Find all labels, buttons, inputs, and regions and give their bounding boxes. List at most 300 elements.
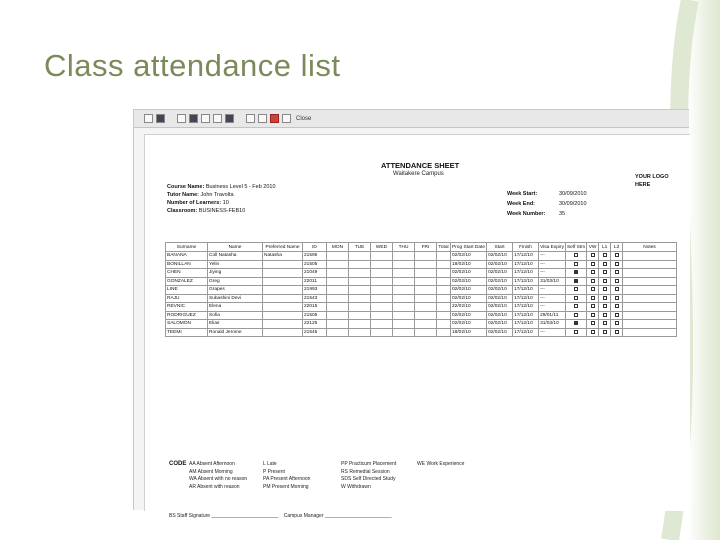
prog-start-cell: 02/02/10 bbox=[451, 252, 487, 261]
preferred-name-cell: Natasha bbox=[263, 252, 303, 261]
header-cell: FRI bbox=[415, 243, 437, 252]
flag-checkbox[interactable] bbox=[615, 279, 619, 283]
header-cell: THU bbox=[393, 243, 415, 252]
flag-cell bbox=[611, 303, 623, 312]
flag-cell bbox=[611, 277, 623, 286]
flag-cell bbox=[599, 252, 611, 261]
surname-cell: LINE bbox=[166, 286, 208, 295]
prog-start-cell: 02/02/10 bbox=[451, 286, 487, 295]
name-cell: Jiying bbox=[208, 269, 263, 278]
notes-cell[interactable] bbox=[623, 311, 677, 320]
flag-cell bbox=[599, 294, 611, 303]
flag-cell bbox=[565, 260, 586, 269]
flag-checkbox[interactable] bbox=[574, 321, 578, 325]
start-cell: 02/02/10 bbox=[487, 320, 513, 329]
finish-cell: 17/12/10 bbox=[513, 328, 539, 337]
day-cell[interactable] bbox=[349, 269, 371, 278]
total-cell[interactable] bbox=[437, 294, 451, 303]
header-cell: Surname bbox=[166, 243, 208, 252]
code-heading: CODE bbox=[169, 461, 187, 467]
day-cell[interactable] bbox=[371, 252, 393, 261]
surname-cell: REVNIC bbox=[166, 303, 208, 312]
day-cell[interactable] bbox=[393, 328, 415, 337]
id-cell: 22015 bbox=[303, 303, 327, 312]
visa-expiry-cell: --- bbox=[539, 303, 566, 312]
signature-line bbox=[169, 513, 392, 519]
week-end-line bbox=[507, 201, 587, 207]
day-cell[interactable] bbox=[327, 303, 349, 312]
day-cell[interactable] bbox=[371, 328, 393, 337]
day-cell[interactable] bbox=[327, 328, 349, 337]
name-cell: Coll Natasha bbox=[208, 252, 263, 261]
visa-expiry-cell: --- bbox=[539, 269, 566, 278]
code-item: PM Present Morning bbox=[263, 483, 309, 490]
day-cell[interactable] bbox=[371, 286, 393, 295]
day-cell[interactable] bbox=[327, 286, 349, 295]
day-cell[interactable] bbox=[415, 286, 437, 295]
visa-expiry-cell: 31/03/10 bbox=[539, 277, 566, 286]
zoom-icon[interactable] bbox=[282, 114, 291, 123]
week-end-value: 30/09/2010 bbox=[559, 201, 587, 207]
day-cell[interactable] bbox=[371, 277, 393, 286]
total-cell[interactable] bbox=[437, 252, 451, 261]
table-row bbox=[166, 260, 677, 269]
code-column-2 bbox=[263, 461, 310, 491]
table-row bbox=[166, 269, 677, 278]
flag-checkbox[interactable] bbox=[574, 253, 578, 257]
header-cell: Prog Start Date bbox=[452, 244, 486, 250]
page-icon[interactable] bbox=[246, 114, 255, 123]
new-icon[interactable] bbox=[177, 114, 186, 123]
surname-cell: SALOMON bbox=[166, 320, 208, 329]
code-item: PP Practicum Placement bbox=[341, 461, 397, 467]
flag-cell bbox=[565, 320, 586, 329]
day-cell[interactable] bbox=[415, 328, 437, 337]
code-item: WA Absent with no reason bbox=[189, 476, 248, 483]
code-item: L Late bbox=[263, 461, 277, 467]
flag-cell bbox=[611, 269, 623, 278]
start-cell: 02/02/10 bbox=[487, 328, 513, 337]
day-cell[interactable] bbox=[327, 294, 349, 303]
header-cell: Preferred Name bbox=[263, 243, 303, 252]
day-cell[interactable] bbox=[415, 311, 437, 320]
day-cell[interactable] bbox=[349, 286, 371, 295]
day-cell[interactable] bbox=[415, 294, 437, 303]
flag-checkbox[interactable] bbox=[615, 313, 619, 317]
day-cell[interactable] bbox=[371, 320, 393, 329]
prog-start-cell: 22/02/10 bbox=[451, 303, 487, 312]
save-icon[interactable] bbox=[225, 114, 234, 123]
header-cell: Finish bbox=[513, 243, 539, 252]
start-cell: 02/02/10 bbox=[487, 311, 513, 320]
day-cell[interactable] bbox=[349, 303, 371, 312]
day-cell[interactable] bbox=[349, 328, 371, 337]
day-cell[interactable] bbox=[349, 320, 371, 329]
finish-cell: 17/12/10 bbox=[513, 320, 539, 329]
header-cell: MON bbox=[327, 243, 349, 252]
sheet-title: ATTENDANCE SHEET bbox=[381, 161, 460, 170]
flag-checkbox[interactable] bbox=[574, 330, 578, 334]
attendance-sheet bbox=[144, 134, 690, 519]
day-cell[interactable] bbox=[349, 311, 371, 320]
flag-cell bbox=[611, 252, 623, 261]
week-number-line bbox=[507, 211, 566, 217]
preferred-name-cell bbox=[263, 303, 303, 312]
flag-cell bbox=[599, 320, 611, 329]
flag-checkbox[interactable] bbox=[591, 262, 595, 266]
notes-cell[interactable] bbox=[623, 294, 677, 303]
start-cell: 02/02/10 bbox=[487, 286, 513, 295]
mail-icon[interactable] bbox=[144, 114, 153, 123]
flag-cell bbox=[587, 294, 599, 303]
day-cell[interactable] bbox=[415, 303, 437, 312]
flag-checkbox[interactable] bbox=[574, 279, 578, 283]
print-icon[interactable] bbox=[189, 114, 198, 123]
flag-cell bbox=[587, 277, 599, 286]
flag-cell bbox=[611, 260, 623, 269]
flag-checkbox[interactable] bbox=[615, 296, 619, 300]
logo-placeholder: YOUR LOGO HERE bbox=[635, 174, 669, 188]
attendance-table bbox=[165, 242, 677, 337]
flag-checkbox[interactable] bbox=[603, 304, 607, 308]
start-cell: 02/02/10 bbox=[487, 303, 513, 312]
table-header-row bbox=[166, 243, 677, 252]
flag-cell bbox=[599, 303, 611, 312]
tutor-label: Tutor Name: bbox=[167, 192, 199, 198]
learners-value: 10 bbox=[222, 200, 229, 206]
code-column-1 bbox=[189, 461, 247, 491]
flag-checkbox[interactable] bbox=[574, 270, 578, 274]
flag-checkbox[interactable] bbox=[603, 313, 607, 317]
total-cell[interactable] bbox=[437, 303, 451, 312]
flag-cell bbox=[611, 328, 623, 337]
close-button[interactable]: Close bbox=[296, 115, 312, 122]
code-column-3 bbox=[341, 461, 396, 491]
day-cell[interactable] bbox=[371, 260, 393, 269]
surname-cell: CHEN bbox=[166, 269, 208, 278]
id-cell: 21505 bbox=[303, 311, 327, 320]
code-item: W Withdrawn bbox=[341, 483, 371, 490]
day-cell[interactable] bbox=[327, 320, 349, 329]
prog-start-cell: 18/02/10 bbox=[451, 328, 487, 337]
code-item: RS Remedial Session bbox=[341, 468, 390, 475]
sheet-campus: Waitakere Campus bbox=[393, 171, 444, 177]
code-item: P Present bbox=[263, 468, 285, 475]
day-cell[interactable] bbox=[349, 260, 371, 269]
day-cell[interactable] bbox=[393, 311, 415, 320]
day-cell[interactable] bbox=[415, 269, 437, 278]
flag-cell bbox=[565, 294, 586, 303]
flag-checkbox[interactable] bbox=[603, 279, 607, 283]
flag-checkbox[interactable] bbox=[615, 321, 619, 325]
attendance-rows bbox=[166, 252, 677, 337]
name-cell: Grapes bbox=[208, 286, 263, 295]
total-cell[interactable] bbox=[437, 277, 451, 286]
slide-title: Class attendance list bbox=[44, 48, 341, 83]
flag-cell bbox=[565, 328, 586, 337]
surname-cell: TEEMI bbox=[166, 328, 208, 337]
table-row bbox=[166, 277, 677, 286]
flag-checkbox[interactable] bbox=[615, 253, 619, 257]
prog-start-cell: 02/02/10 bbox=[451, 311, 487, 320]
flag-checkbox[interactable] bbox=[615, 270, 619, 274]
preferred-name-cell bbox=[263, 269, 303, 278]
total-cell[interactable] bbox=[437, 311, 451, 320]
id-cell: 21545 bbox=[303, 328, 327, 337]
flag-checkbox[interactable] bbox=[603, 270, 607, 274]
header-cell: Total bbox=[438, 244, 449, 250]
flag-cell bbox=[587, 311, 599, 320]
visa-expiry-cell: --- bbox=[539, 260, 566, 269]
table-row bbox=[166, 294, 677, 303]
prog-start-cell: 18/02/10 bbox=[451, 260, 487, 269]
app-toolbar bbox=[134, 110, 689, 128]
week-start-value: 30/09/2010 bbox=[559, 191, 587, 197]
flag-cell bbox=[611, 320, 623, 329]
flag-checkbox[interactable] bbox=[603, 296, 607, 300]
flag-cell bbox=[587, 286, 599, 295]
flag-cell bbox=[611, 311, 623, 320]
notes-cell[interactable] bbox=[623, 277, 677, 286]
classroom-line bbox=[167, 208, 245, 214]
notes-cell[interactable] bbox=[623, 252, 677, 261]
day-cell[interactable] bbox=[393, 294, 415, 303]
start-cell: 02/02/10 bbox=[487, 277, 513, 286]
flag-cell bbox=[587, 328, 599, 337]
flag-checkbox[interactable] bbox=[615, 304, 619, 308]
day-cell[interactable] bbox=[327, 260, 349, 269]
day-cell[interactable] bbox=[393, 260, 415, 269]
day-cell[interactable] bbox=[327, 311, 349, 320]
id-cell: 22125 bbox=[303, 320, 327, 329]
course-label: Course Name: bbox=[167, 184, 205, 190]
finish-cell: 17/12/10 bbox=[513, 311, 539, 320]
week-start-line bbox=[507, 191, 587, 197]
day-cell[interactable] bbox=[393, 286, 415, 295]
flag-cell bbox=[565, 277, 586, 286]
flag-cell bbox=[565, 303, 586, 312]
day-cell[interactable] bbox=[327, 277, 349, 286]
total-cell[interactable] bbox=[437, 328, 451, 337]
preview-icon[interactable] bbox=[258, 114, 267, 123]
code-item: PA Present Afternoon bbox=[263, 476, 311, 483]
tools-icon[interactable] bbox=[156, 114, 165, 123]
id-cell: 21505 bbox=[303, 260, 327, 269]
header-cell: Notes bbox=[623, 243, 677, 252]
flag-cell bbox=[611, 294, 623, 303]
id-cell: 21049 bbox=[303, 269, 327, 278]
course-value: Business Level 5 - Feb 2010 bbox=[205, 184, 276, 190]
header-cell: L1 bbox=[599, 243, 611, 252]
header-cell: TUE bbox=[349, 243, 371, 252]
name-cell: Yelin bbox=[208, 260, 263, 269]
start-cell: 02/02/10 bbox=[487, 269, 513, 278]
prog-start-cell: 02/02/10 bbox=[451, 277, 487, 286]
notes-cell[interactable] bbox=[623, 269, 677, 278]
preferred-name-cell bbox=[263, 320, 303, 329]
day-cell[interactable] bbox=[415, 260, 437, 269]
visa-expiry-cell: 29/01/11 bbox=[539, 311, 566, 320]
flag-checkbox[interactable] bbox=[603, 330, 607, 334]
name-cell: Greg bbox=[208, 277, 263, 286]
id-cell: 21595 bbox=[303, 252, 327, 261]
day-cell[interactable] bbox=[393, 277, 415, 286]
surname-cell: RODRIGUEZ bbox=[166, 311, 208, 320]
week-number-label: Week Number: bbox=[507, 211, 546, 217]
day-cell[interactable] bbox=[327, 269, 349, 278]
notes-cell[interactable] bbox=[623, 328, 677, 337]
flag-cell bbox=[587, 260, 599, 269]
flag-cell bbox=[599, 286, 611, 295]
visa-expiry-cell: --- bbox=[539, 294, 566, 303]
flag-checkbox[interactable] bbox=[591, 304, 595, 308]
flag-cell bbox=[587, 252, 599, 261]
flag-cell bbox=[565, 269, 586, 278]
id-cell: 21993 bbox=[303, 286, 327, 295]
week-end-label: Week End: bbox=[507, 201, 536, 207]
finish-cell: 17/12/10 bbox=[513, 303, 539, 312]
id-cell: 22011 bbox=[303, 277, 327, 286]
flag-checkbox[interactable] bbox=[591, 270, 595, 274]
day-cell[interactable] bbox=[349, 252, 371, 261]
flag-checkbox[interactable] bbox=[574, 296, 578, 300]
preferred-name-cell bbox=[263, 277, 303, 286]
code-item: SDS Self Directed Study bbox=[341, 476, 396, 483]
flag-cell bbox=[587, 269, 599, 278]
header-cell: ID bbox=[303, 243, 327, 252]
day-cell[interactable] bbox=[393, 269, 415, 278]
flag-cell bbox=[599, 311, 611, 320]
surname-cell: RAJU bbox=[166, 294, 208, 303]
visa-expiry-cell: --- bbox=[539, 252, 566, 261]
flag-cell bbox=[565, 286, 586, 295]
prog-start-cell: 02/02/10 bbox=[451, 320, 487, 329]
start-cell: 02/02/10 bbox=[487, 260, 513, 269]
flag-checkbox[interactable] bbox=[591, 296, 595, 300]
day-cell[interactable] bbox=[349, 294, 371, 303]
day-cell[interactable] bbox=[393, 320, 415, 329]
prog-start-cell: 02/02/10 bbox=[451, 294, 487, 303]
tutor-line bbox=[167, 192, 234, 198]
header-cell: Visa Expiry bbox=[540, 244, 564, 250]
header-cell: Start bbox=[487, 243, 513, 252]
total-cell[interactable] bbox=[437, 320, 451, 329]
day-cell[interactable] bbox=[371, 311, 393, 320]
finish-cell: 17/12/10 bbox=[513, 277, 539, 286]
flag-cell bbox=[565, 252, 586, 261]
name-cell: Subashini Devi bbox=[208, 294, 263, 303]
total-cell[interactable] bbox=[437, 286, 451, 295]
flag-checkbox[interactable] bbox=[591, 330, 595, 334]
attendance-screenshot bbox=[133, 109, 689, 519]
tutor-value: John Travolta bbox=[200, 192, 234, 198]
start-cell: 02/02/10 bbox=[487, 294, 513, 303]
finish-cell: 17/12/10 bbox=[513, 269, 539, 278]
start-cell: 02/02/10 bbox=[487, 252, 513, 261]
preferred-name-cell bbox=[263, 311, 303, 320]
flag-checkbox[interactable] bbox=[591, 313, 595, 317]
day-cell[interactable] bbox=[371, 294, 393, 303]
flag-checkbox[interactable] bbox=[603, 253, 607, 257]
day-cell[interactable] bbox=[415, 320, 437, 329]
table-row bbox=[166, 286, 677, 295]
day-cell[interactable] bbox=[371, 303, 393, 312]
copy-icon[interactable] bbox=[201, 114, 210, 123]
total-cell[interactable] bbox=[437, 269, 451, 278]
day-cell[interactable] bbox=[415, 277, 437, 286]
flag-checkbox[interactable] bbox=[615, 330, 619, 334]
name-cell: Elias bbox=[208, 320, 263, 329]
code-item: AA Absent Afternoon bbox=[189, 461, 235, 467]
name-cell: Ronald Jerome bbox=[208, 328, 263, 337]
notes-cell[interactable] bbox=[623, 320, 677, 329]
flag-checkbox[interactable] bbox=[615, 287, 619, 291]
flag-cell bbox=[587, 320, 599, 329]
notes-cell[interactable] bbox=[623, 286, 677, 295]
flag-cell bbox=[599, 328, 611, 337]
flag-cell bbox=[599, 269, 611, 278]
course-line bbox=[167, 184, 276, 190]
flag-checkbox[interactable] bbox=[603, 321, 607, 325]
preferred-name-cell bbox=[263, 260, 303, 269]
prog-start-cell: 02/02/10 bbox=[451, 269, 487, 278]
day-cell[interactable] bbox=[327, 252, 349, 261]
day-cell[interactable] bbox=[349, 277, 371, 286]
flag-checkbox[interactable] bbox=[603, 262, 607, 266]
classroom-label: Classroom: bbox=[167, 208, 198, 214]
day-cell[interactable] bbox=[393, 252, 415, 261]
open-folder-icon[interactable] bbox=[213, 114, 222, 123]
flag-checkbox[interactable] bbox=[591, 287, 595, 291]
day-cell[interactable] bbox=[371, 269, 393, 278]
flag-checkbox[interactable] bbox=[574, 287, 578, 291]
flag-checkbox[interactable] bbox=[615, 262, 619, 266]
flag-checkbox[interactable] bbox=[574, 304, 578, 308]
manager-signature: Campus Manager ________________________ bbox=[283, 513, 392, 519]
header-cell: Self Stm bbox=[566, 244, 586, 250]
preferred-name-cell bbox=[263, 286, 303, 295]
surname-cell: BONILLAN bbox=[166, 260, 208, 269]
flag-cell bbox=[565, 311, 586, 320]
surname-cell: GONZALEZ bbox=[166, 277, 208, 286]
table-row bbox=[166, 252, 677, 261]
flag-cell bbox=[611, 286, 623, 295]
classroom-value: BUSINESS-FEB10 bbox=[198, 208, 246, 214]
stop-icon[interactable] bbox=[270, 114, 279, 123]
flag-checkbox[interactable] bbox=[574, 262, 578, 266]
flag-checkbox[interactable] bbox=[591, 321, 595, 325]
notes-cell[interactable] bbox=[623, 260, 677, 269]
preferred-name-cell bbox=[263, 328, 303, 337]
table-row bbox=[166, 303, 677, 312]
finish-cell: 17/12/10 bbox=[513, 252, 539, 261]
table-row bbox=[166, 328, 677, 337]
flag-checkbox[interactable] bbox=[591, 279, 595, 283]
flag-checkbox[interactable] bbox=[574, 313, 578, 317]
day-cell[interactable] bbox=[415, 252, 437, 261]
flag-checkbox[interactable] bbox=[591, 253, 595, 257]
finish-cell: 17/12/10 bbox=[513, 294, 539, 303]
id-cell: 21543 bbox=[303, 294, 327, 303]
code-column-4 bbox=[417, 461, 464, 469]
finish-cell: 17/12/10 bbox=[513, 260, 539, 269]
total-cell[interactable] bbox=[437, 260, 451, 269]
day-cell[interactable] bbox=[393, 303, 415, 312]
notes-cell[interactable] bbox=[623, 303, 677, 312]
flag-checkbox[interactable] bbox=[603, 287, 607, 291]
learners-line bbox=[167, 200, 229, 206]
week-start-label: Week Start: bbox=[507, 191, 538, 197]
